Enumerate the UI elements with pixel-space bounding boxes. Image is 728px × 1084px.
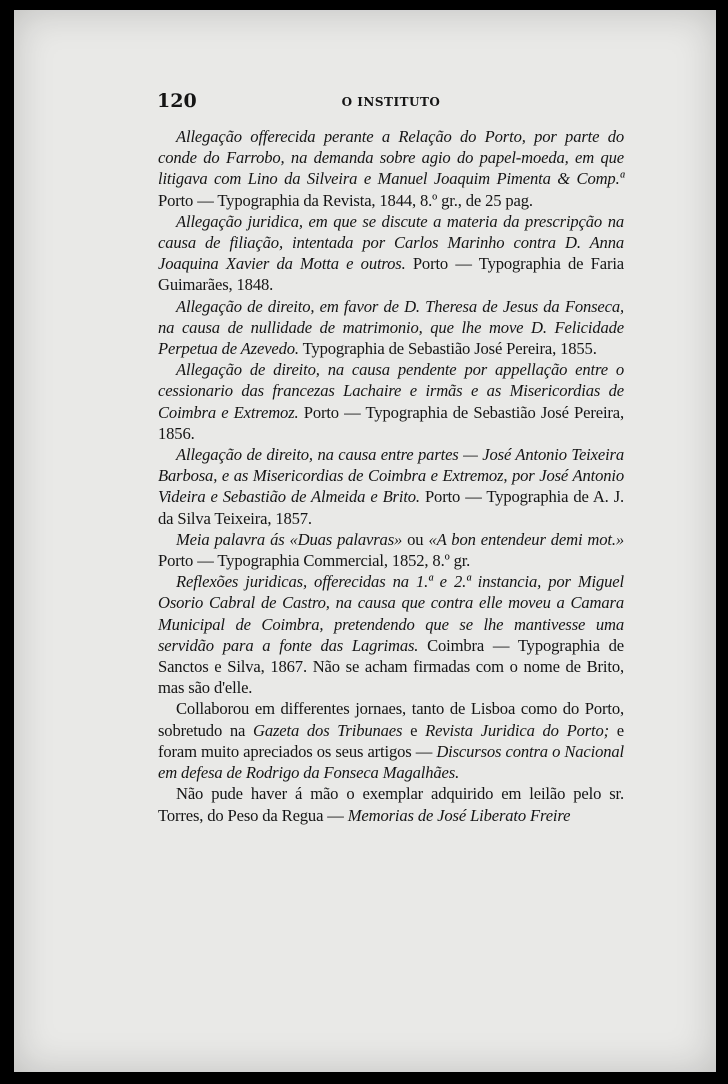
paragraph-7: [158, 571, 624, 698]
text-run: e foram muito apreciados os seus artigos —: [158, 720, 625, 761]
paragraph-5: [158, 444, 624, 529]
italic-run: Reflexões juridicas, offerecidas na 1.ª e 2.ª instancia, por Miguel Osorio Cabral de Castro, na causa que contra elle moveu a Camara Municipal de Coimbra, pretendendo que se lhe mantivesse uma servidão para a fonte das Lagrimas.: [158, 572, 624, 655]
paragraph-9: [158, 783, 624, 825]
italic-run: Revista Juridica do Porto;: [425, 720, 610, 740]
italic-run: Allegação de direito, em favor de D. Theresa de Jesus da Fonseca, na causa de nullidade de matrimonio, que lhe move D. Felicidade Perpetua de Azevedo.: [158, 296, 624, 359]
paragraph-3: [158, 296, 624, 360]
text-run: Porto — Typographia Commercial, 1852, 8.º gr.: [158, 551, 471, 571]
running-title: O INSTITUTO: [341, 95, 441, 109]
italic-run: Memorias de José Liberato Freire: [347, 805, 571, 825]
italic-run: Allegação de direito, na causa entre partes — José Antonio Teixeira Barbosa, e as Misericordias de Coimbra e Extremoz, por José Antonio Videira e Sebastião de Almeida e Brito.: [158, 445, 624, 507]
italic-run: «A bon entendeur demi mot.»: [428, 529, 625, 549]
page-header: [157, 90, 625, 116]
text-run: Porto — Typographia de Faria Guimarães, 1848.: [158, 254, 624, 295]
book-page: [14, 10, 716, 1072]
paragraph-2: [158, 211, 624, 296]
text-run: ou: [402, 529, 429, 549]
italic-run: Gazeta dos Tribunaes: [253, 720, 403, 740]
text-run: e: [402, 720, 426, 740]
page-body: [158, 126, 624, 826]
italic-run: Discursos contra o Nacional em defesa de Rodrigo da Fonseca Magalhães.: [158, 741, 624, 783]
page-number: 120: [157, 90, 197, 112]
italic-run: Allegação juridica, em que se discute a materia da prescripção na causa de filiação, intentada por Carlos Marinho contra D. Anna Joaquina Xavier da Motta e outros.: [158, 211, 624, 274]
text-run: Porto — Typographia de A. J. da Silva Teixeira, 1857.: [158, 487, 625, 528]
text-run: Não pude haver á mão o exemplar adquirido em leilão pelo sr. Torres, do Peso da Regua —: [158, 784, 624, 825]
text-run: Coimbra — Typographia de Sanctos e Silva, 1867. Não se acham firmadas com o nome de Brito, mas são d'elle.: [158, 635, 624, 698]
text-run: Typographia de Sebastião José Pereira, 1855.: [298, 339, 597, 359]
text-run: Porto — Typographia de Sebastião José Pereira, 1856.: [158, 402, 624, 443]
italic-run: Meia palavra ás «Duas palavras»: [176, 529, 403, 549]
paragraph-8: [158, 698, 624, 783]
text-run: Porto — Typographia da Revista, 1844, 8.º gr., de 25 pag.: [158, 190, 533, 210]
paragraph-6: [158, 529, 624, 571]
italic-run: Allegação de direito, na causa pendente por appellação entre o cessionario das francezas Lachaire e irmãs e as Misericordias de Coimbra e Extremoz.: [158, 360, 624, 422]
italic-run: Allegação offerecida perante a Relação do Porto, por parte do conde do Farrobo, na demanda sobre agio do papel-moeda, em que litigava com Lino da Silveira e Manuel Joaquim Pimenta & Comp.ª: [158, 127, 624, 189]
text-run: Collaborou em differentes jornaes, tanto de Lisboa como do Porto, sobretudo na: [158, 699, 624, 740]
paragraph-1: [158, 126, 624, 211]
paragraph-4: [158, 359, 624, 444]
